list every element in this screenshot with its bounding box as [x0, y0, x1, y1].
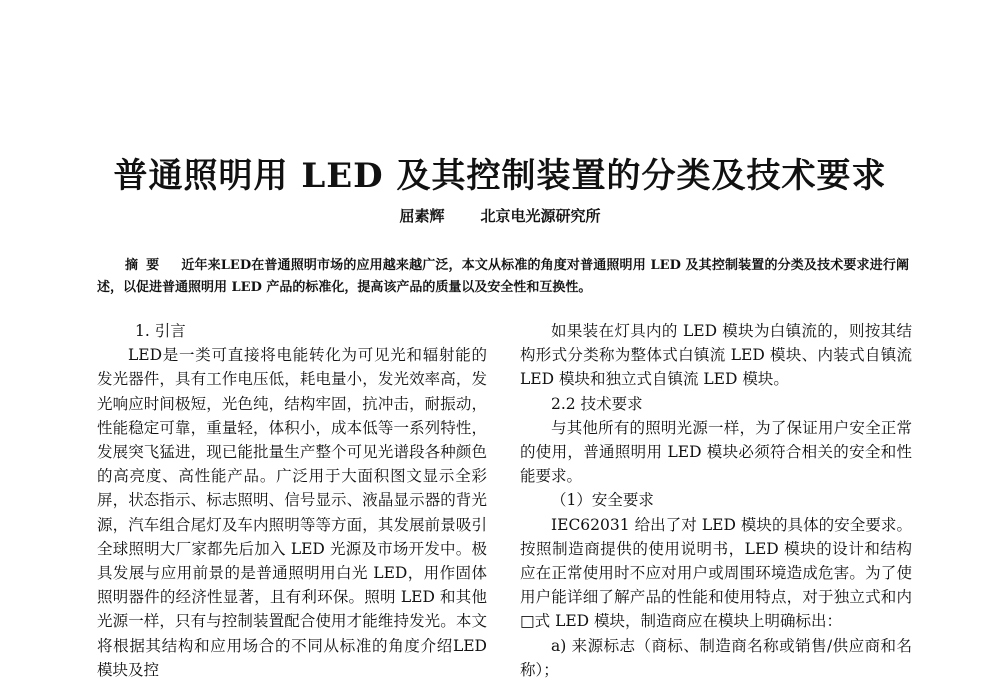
abstract-label: 摘要 [125, 258, 168, 273]
abstract-text: 近年来LED在普通照明市场的应用越来越广泛，本文从标准的角度对普通照明用 LED 及其控制装置的分类及技术要求进行阐述，以促进普通照明用 LED 产品的标准化，提高该产品的质量以及安全性和互换性。 [97, 258, 909, 295]
right-column [520, 319, 912, 682]
left-column [97, 319, 487, 682]
abstract [97, 255, 909, 299]
author-line [0, 205, 1000, 226]
section-2-2-heading: 2.2 技术要求 [551, 394, 643, 413]
right-paragraph-1: 如果装在灯具内的 LED 模块为白镇流的，则按其结构形式分类称为整体式白镇流 LED 模块、内装式自镇流 LED 模块和独立式自镇流 LED 模块。 [520, 322, 912, 389]
list-item-a: a) 来源标志（商标、制造商名称或销售/供应商和名称）； [520, 636, 912, 679]
right-paragraph-3: IEC62031 给出了对 LED 模块的具体的安全要求。按照制造商提供的使用说明书，LED 模块的设计和结构应在正常使用时不应对用户或周围环境造成危害。为了使用户能详细了解产品的性能和使用特点，对于独立式和内□式 LED 模块，制造商应在模块上明确标出： [520, 515, 912, 631]
safety-requirements-heading: （1）安全要求 [551, 491, 654, 510]
section-1-text: LED是一类可直接将电能转化为可见光和辐射能的发光器件，具有工作电压低，耗电量小，发光效率高，发光响应时间极短，光色纯，结构牢固，抗冲击，耐振动，性能稳定可靠，重量轻，体积小，成本低等一系列特性，发展突飞猛进，现已能批量生产整个可见光谱段各种颜色的高亮度、高性能产品。广泛用于大面积图文显示全彩屏，状态指示、标志照明、信号显示、液晶显示器的背光源，汽车组合尾灯及车内照明等等方面，其发展前景吸引全球照明大厂家都先后加入 LED 光源及市场开发中。极具发展与应用前景的是普通照明用白光 LED，用作固体照明器件的经济性显著，且有利环保。照明 LED 和其他光源一样，只有与控制装置配合使用才能维持发光。本文将根据其结构和应用场合的不同从标准的角度介绍LED模块及控 [97, 346, 487, 679]
paper-title: 普通照明用 LED 及其控制装置的分类及技术要求 [113, 156, 887, 196]
section-1-heading: 1. 引言 [135, 322, 186, 340]
author-name: 屈素辉 [399, 207, 445, 225]
right-paragraph-2: 与其他所有的照明光源一样，为了保证用户安全正常的使用，普通照明用 LED 模块必须符合相关的安全和性能要求。 [520, 418, 912, 486]
author-affiliation: 北京电光源研究所 [480, 207, 601, 225]
